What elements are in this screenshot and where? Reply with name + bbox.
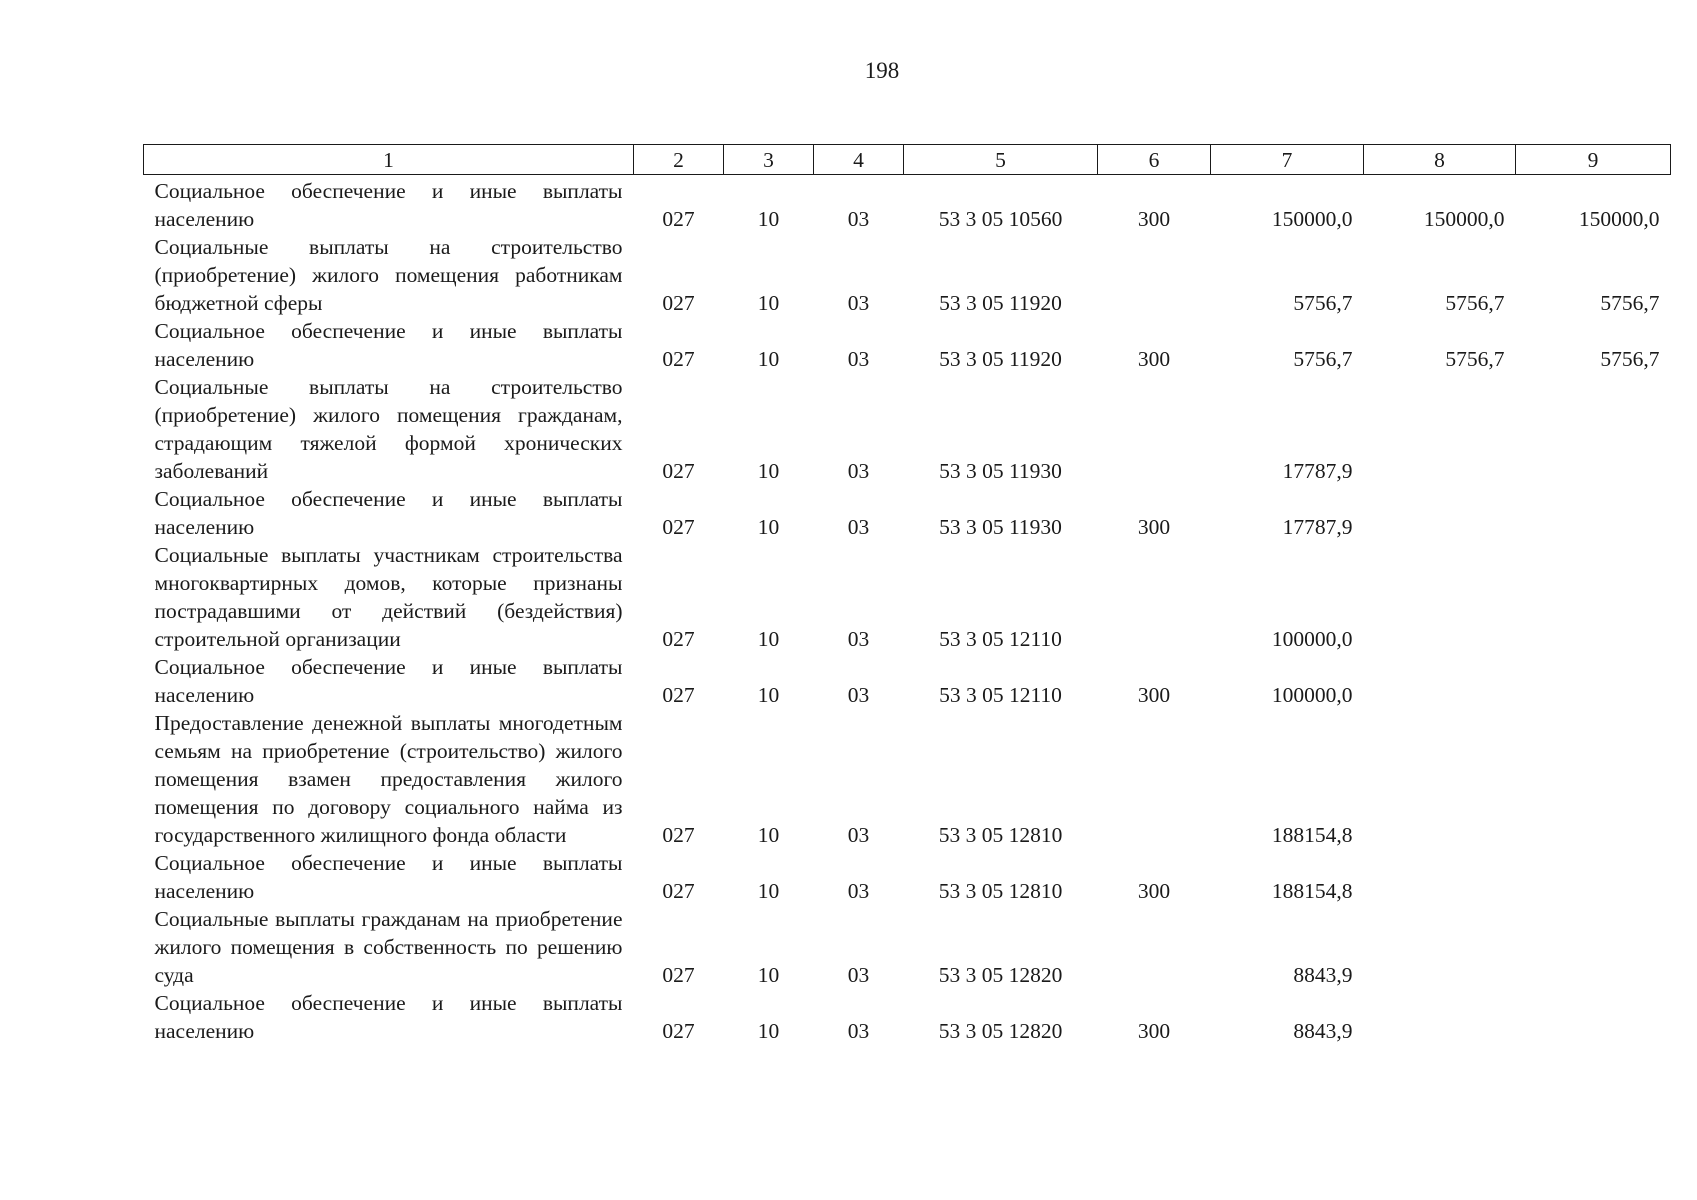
row-subsection-cell: 03 <box>847 1019 870 1043</box>
row-amount-col7-cell: 100000,0 <box>1271 683 1353 707</box>
row-amount-col8-cell <box>1364 485 1516 541</box>
table-row <box>144 653 1671 709</box>
row-amount-col7-cell: 17787,9 <box>1282 515 1353 539</box>
row-amount-col7-cell: 17787,9 <box>1282 459 1353 483</box>
row-code-cell: 027 <box>662 627 695 651</box>
row-section-cell: 10 <box>757 627 780 651</box>
row-amount-col8-cell <box>1364 989 1516 1045</box>
row-target-article-cell: 53 3 05 11930 <box>939 459 1062 483</box>
row-section-cell: 10 <box>757 1019 780 1043</box>
row-amount-col9-cell <box>1516 541 1671 653</box>
row-amount-col9-cell: 150000,0 <box>1578 207 1660 231</box>
header-row <box>144 145 1671 175</box>
row-code-cell: 027 <box>662 879 695 903</box>
table-row <box>144 709 1671 849</box>
row-amount-col8-cell: 5756,7 <box>1445 291 1505 315</box>
header-cell-8: 8 <box>1364 145 1516 175</box>
row-section-cell: 10 <box>757 347 780 371</box>
row-section-cell: 10 <box>757 963 780 987</box>
row-code-cell: 027 <box>662 515 695 539</box>
row-expense-type-cell: 300 <box>1137 879 1171 903</box>
table-header <box>144 145 1671 175</box>
row-section-cell: 10 <box>757 683 780 707</box>
table-row <box>144 373 1671 485</box>
row-expense-type-cell <box>1098 905 1211 989</box>
row-name-cell: Социальное обеспечение и иные выплаты населению <box>154 851 623 903</box>
row-target-article-cell: 53 3 05 10560 <box>938 207 1063 231</box>
row-expense-type-cell <box>1098 233 1211 317</box>
row-amount-col9-cell <box>1516 905 1671 989</box>
header-cell-3: 3 <box>724 145 814 175</box>
row-target-article-cell: 53 3 05 11920 <box>939 347 1062 371</box>
row-name-cell: Социальные выплаты участникам строительства многоквартирных домов, которые признаны пострадавшими от действий (бездействия) строительной организации <box>154 543 623 651</box>
row-name-cell: Социальное обеспечение и иные выплаты населению <box>154 487 623 539</box>
row-name-cell: Социальные выплаты на строительство (приобретение) жилого помещения гражданам, страдающим тяжелой формой хронических заболеваний <box>154 375 623 483</box>
row-code-cell: 027 <box>662 291 695 315</box>
table-body <box>144 175 1671 1046</box>
row-name-cell: Социальное обеспечение и иные выплаты населению <box>154 179 623 231</box>
row-section-cell: 10 <box>757 459 780 483</box>
row-expense-type-cell: 300 <box>1137 515 1171 539</box>
row-expense-type-cell: 300 <box>1137 1019 1171 1043</box>
row-amount-col9-cell <box>1516 373 1671 485</box>
row-amount-col8-cell <box>1364 709 1516 849</box>
page-number: 198 <box>864 58 900 83</box>
row-target-article-cell: 53 3 05 12810 <box>938 823 1063 847</box>
row-amount-col8-cell <box>1364 373 1516 485</box>
row-subsection-cell: 03 <box>847 347 870 371</box>
row-amount-col7-cell: 5756,7 <box>1293 291 1353 315</box>
row-amount-col8-cell <box>1364 905 1516 989</box>
row-amount-col9-cell: 5756,7 <box>1600 291 1660 315</box>
row-amount-col7-cell: 150000,0 <box>1271 207 1353 231</box>
row-expense-type-cell <box>1098 373 1211 485</box>
row-code-cell: 027 <box>662 347 695 371</box>
row-section-cell: 10 <box>757 515 780 539</box>
row-target-article-cell: 53 3 05 12810 <box>938 879 1063 903</box>
row-amount-col8-cell: 150000,0 <box>1423 207 1505 231</box>
row-subsection-cell: 03 <box>847 459 870 483</box>
row-subsection-cell: 03 <box>847 515 870 539</box>
row-amount-col7-cell: 5756,7 <box>1293 347 1353 371</box>
row-target-article-cell: 53 3 05 12820 <box>938 963 1063 987</box>
table-row <box>144 485 1671 541</box>
row-code-cell: 027 <box>662 459 695 483</box>
row-amount-col9-cell <box>1516 849 1671 905</box>
row-subsection-cell: 03 <box>847 207 870 231</box>
header-cell-9: 9 <box>1516 145 1671 175</box>
row-subsection-cell: 03 <box>847 291 870 315</box>
row-target-article-cell: 53 3 05 11920 <box>939 291 1062 315</box>
row-section-cell: 10 <box>757 823 780 847</box>
row-name-cell: Социальное обеспечение и иные выплаты населению <box>154 655 623 707</box>
row-expense-type-cell: 300 <box>1137 347 1171 371</box>
row-subsection-cell: 03 <box>847 627 870 651</box>
row-amount-col8-cell <box>1364 653 1516 709</box>
row-amount-col7-cell: 8843,9 <box>1293 963 1353 987</box>
table-row <box>144 989 1671 1045</box>
row-section-cell: 10 <box>757 879 780 903</box>
row-subsection-cell: 03 <box>847 823 870 847</box>
row-code-cell: 027 <box>662 1019 695 1043</box>
row-amount-col9-cell: 5756,7 <box>1600 347 1660 371</box>
row-amount-col9-cell <box>1516 485 1671 541</box>
row-expense-type-cell <box>1098 709 1211 849</box>
row-section-cell: 10 <box>757 207 780 231</box>
header-cell-4: 4 <box>814 145 904 175</box>
row-amount-col9-cell <box>1516 653 1671 709</box>
row-code-cell: 027 <box>662 963 695 987</box>
table-row <box>144 849 1671 905</box>
row-expense-type-cell <box>1098 541 1211 653</box>
row-subsection-cell: 03 <box>847 963 870 987</box>
row-expense-type-cell: 300 <box>1137 207 1171 231</box>
row-name-cell: Социальное обеспечение и иные выплаты населению <box>154 991 623 1043</box>
row-subsection-cell: 03 <box>847 879 870 903</box>
table-row <box>144 541 1671 653</box>
row-code-cell: 027 <box>662 823 695 847</box>
table-row <box>144 905 1671 989</box>
row-amount-col7-cell: 100000,0 <box>1271 627 1353 651</box>
row-amount-col7-cell: 8843,9 <box>1293 1019 1353 1043</box>
row-name-cell: Предоставление денежной выплаты многодетным семьям на приобретение (строительство) жилого помещения взамен предоставления жилого помещения по договору социального найма из государственного жилищного фонда области <box>154 711 623 847</box>
budget-table <box>143 144 1671 1045</box>
header-cell-2: 2 <box>634 145 724 175</box>
row-name-cell: Социальное обеспечение и иные выплаты населению <box>154 319 623 371</box>
row-amount-col8-cell: 5756,7 <box>1445 347 1505 371</box>
row-target-article-cell: 53 3 05 12110 <box>939 683 1062 707</box>
row-code-cell: 027 <box>662 207 695 231</box>
header-cell-1: 1 <box>144 145 634 175</box>
header-cell-7: 7 <box>1211 145 1364 175</box>
table-row <box>144 175 1671 234</box>
row-target-article-cell: 53 3 05 12820 <box>938 1019 1063 1043</box>
row-amount-col8-cell <box>1364 541 1516 653</box>
table-row <box>144 317 1671 373</box>
header-cell-5: 5 <box>904 145 1098 175</box>
table-row <box>144 233 1671 317</box>
row-target-article-cell: 53 3 05 11930 <box>939 515 1062 539</box>
row-section-cell: 10 <box>757 291 780 315</box>
row-amount-col9-cell <box>1516 709 1671 849</box>
row-amount-col7-cell: 188154,8 <box>1271 879 1353 903</box>
row-amount-col7-cell: 188154,8 <box>1271 823 1353 847</box>
header-cell-6: 6 <box>1098 145 1211 175</box>
row-subsection-cell: 03 <box>847 683 870 707</box>
row-expense-type-cell: 300 <box>1137 683 1171 707</box>
row-name-cell: Социальные выплаты на строительство (приобретение) жилого помещения работникам бюджетной сферы <box>154 235 623 315</box>
row-amount-col8-cell <box>1364 849 1516 905</box>
row-target-article-cell: 53 3 05 12110 <box>939 627 1062 651</box>
row-amount-col9-cell <box>1516 989 1671 1045</box>
row-name-cell: Социальные выплаты гражданам на приобретение жилого помещения в собственность по решению суда <box>154 907 623 987</box>
row-code-cell: 027 <box>662 683 695 707</box>
